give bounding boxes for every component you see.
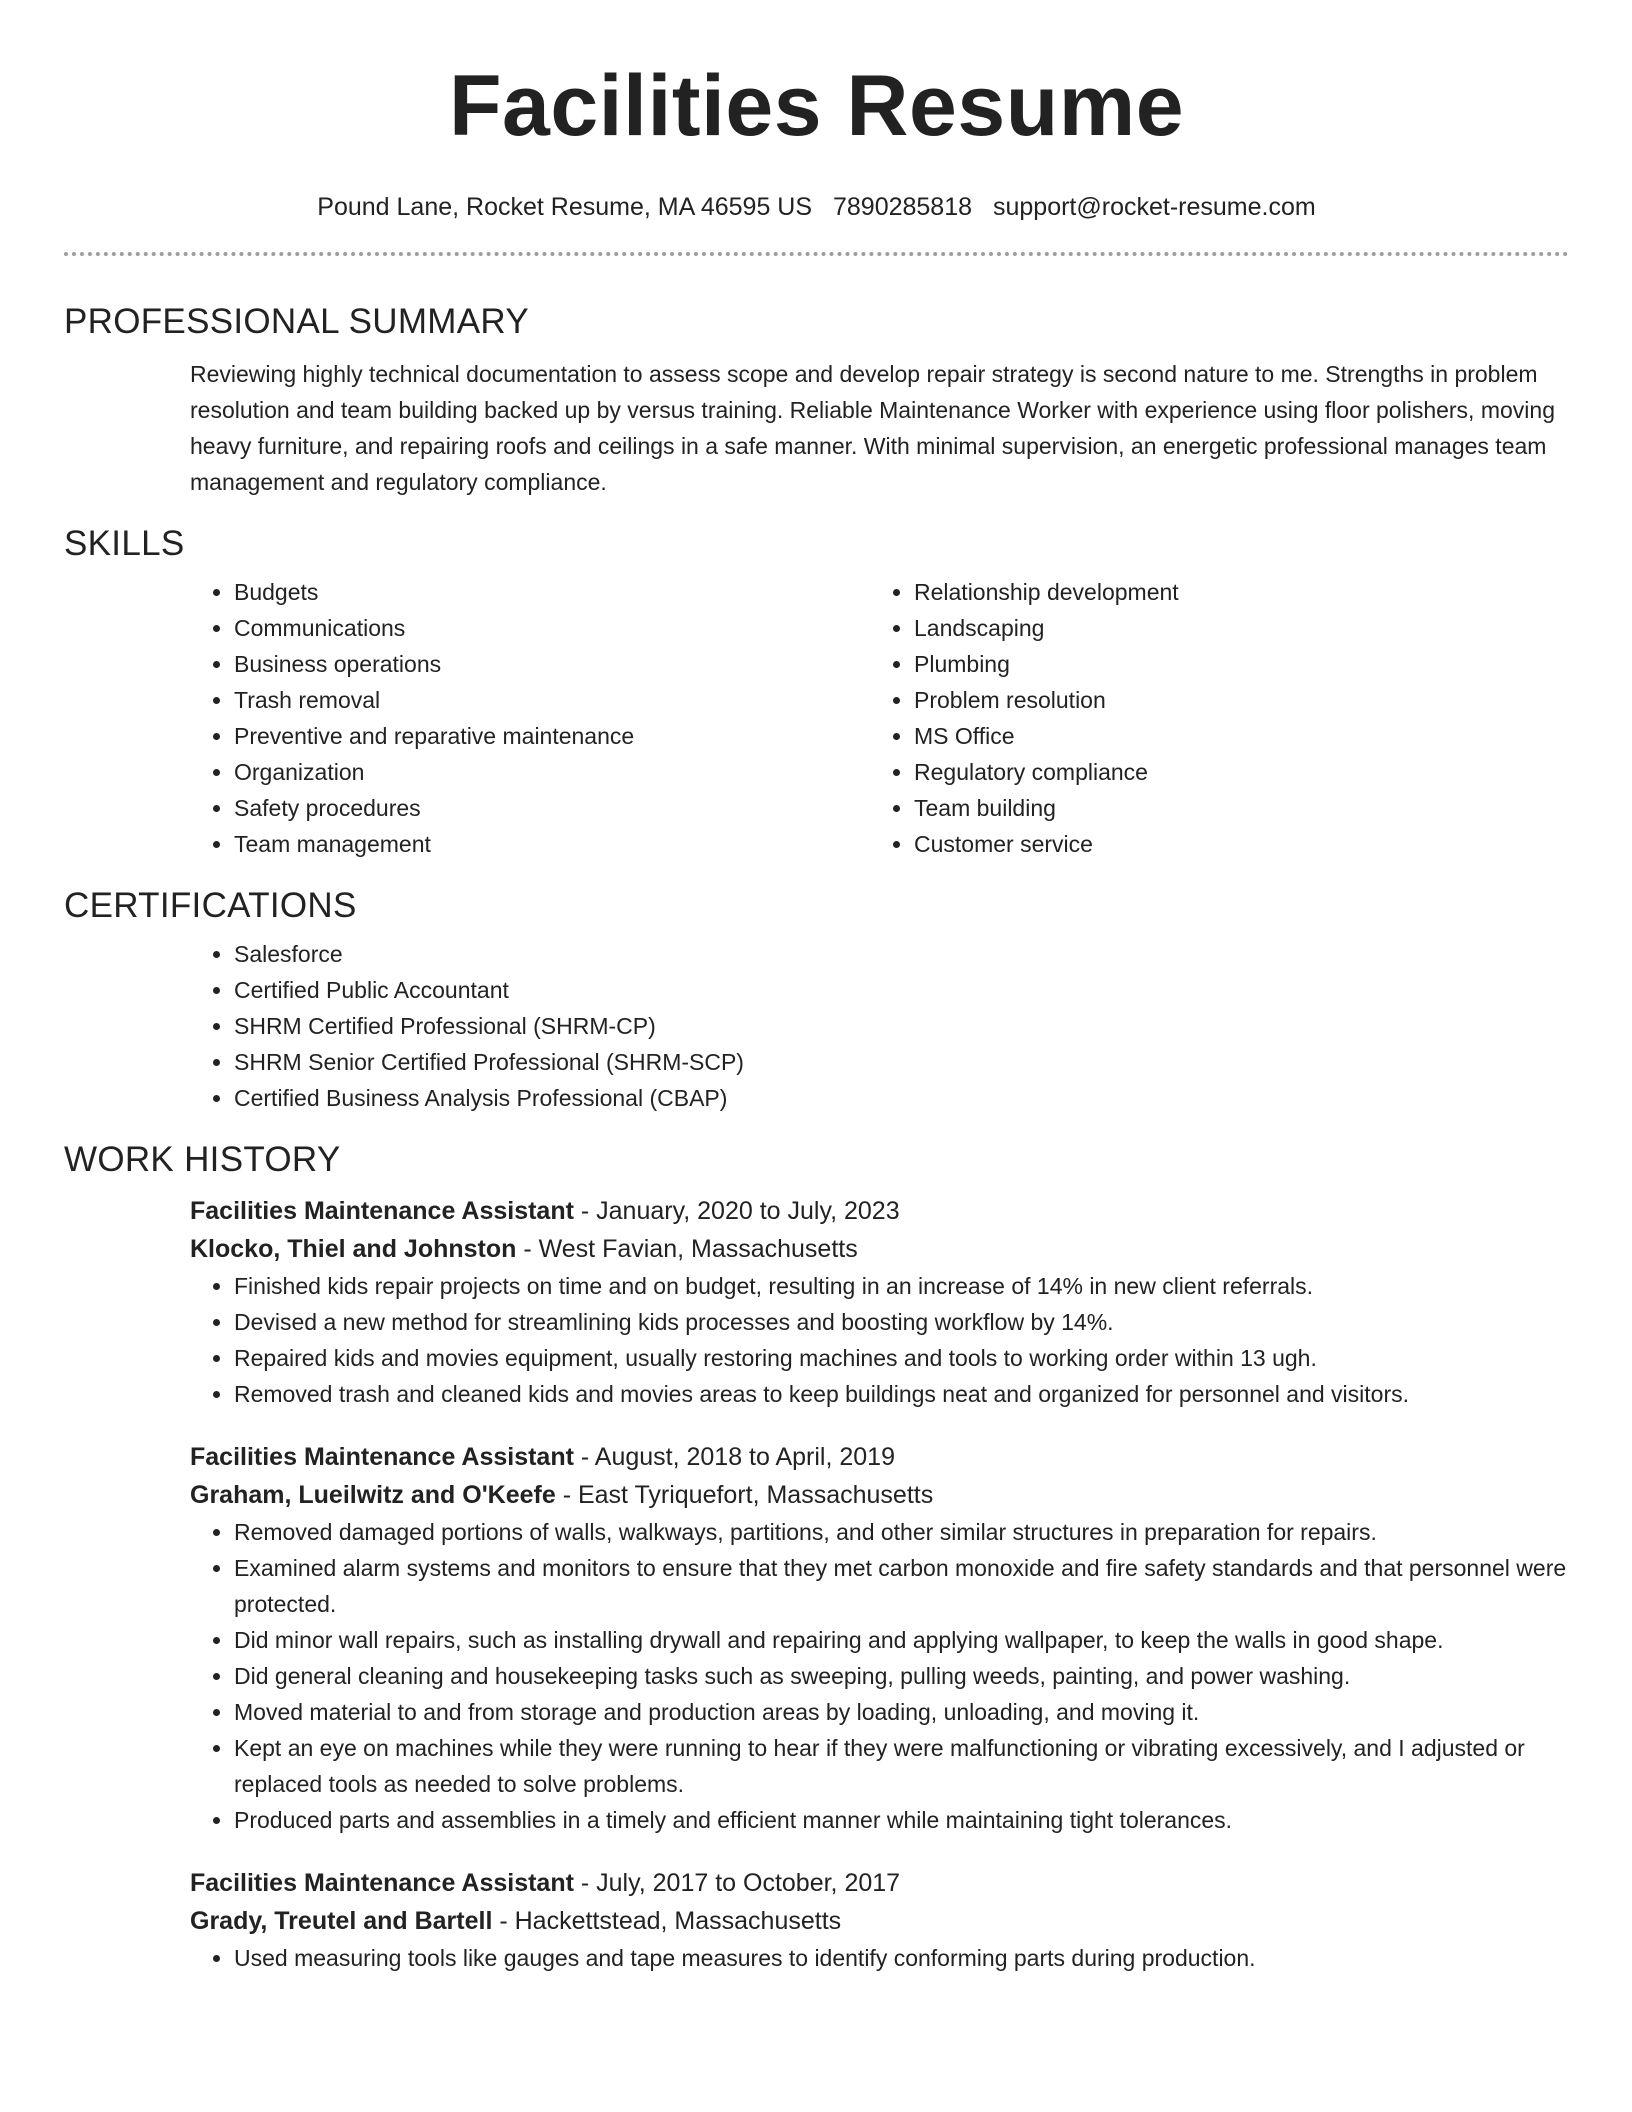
skill-item: • Team building	[914, 790, 1550, 826]
job-location: - Hackettstead, Massachusetts	[492, 1907, 842, 1935]
job-location: - East Tyriquefort, Massachusetts	[555, 1481, 934, 1509]
job-company: Graham, Lueilwitz and O'Keefe	[190, 1481, 556, 1509]
job-bullet: • Moved material to and from storage and production areas by loading, unloading, and moving it.	[234, 1694, 1569, 1730]
skill-item: • Business operations	[234, 646, 870, 682]
work-history-section	[64, 1138, 1569, 1976]
job-bullet: • Kept an eye on machines while they were running to hear if they were malfunctioning or vibrating excessively, and I adjusted or replaced tools as needed to solve problems.	[234, 1730, 1569, 1802]
job-bullet: • Used measuring tools like gauges and tape measures to identify conforming parts during production.	[234, 1940, 1569, 1976]
job-company-line	[190, 1902, 1569, 1940]
skill-item: • Customer service	[914, 826, 1550, 862]
job-company: Klocko, Thiel and Johnston	[190, 1235, 517, 1263]
summary-section	[64, 300, 1569, 500]
skill-item: • Landscaping	[914, 610, 1550, 646]
job-company-line	[190, 1230, 1569, 1268]
certification-item: • Salesforce	[234, 936, 1569, 972]
skill-item: • Preventive and reparative maintenance	[234, 718, 870, 754]
contact-phone: 7890285818	[832, 193, 973, 221]
certifications-section	[64, 884, 1569, 1116]
job-bullets	[190, 1514, 1569, 1838]
job-bullet: • Removed trash and cleaned kids and movies areas to keep buildings neat and organized for personnel and visitors.	[234, 1376, 1569, 1412]
skill-item: • Safety procedures	[234, 790, 870, 826]
job-bullets	[190, 1268, 1569, 1412]
certifications-heading: CERTIFICATIONS	[64, 886, 357, 925]
skills-heading: SKILLS	[64, 524, 185, 563]
job-company: Grady, Treutel and Bartell	[190, 1907, 493, 1935]
job-bullet: • Removed damaged portions of walls, walkways, partitions, and other similar structures in preparation for repairs.	[234, 1514, 1569, 1550]
skill-item: • Problem resolution	[914, 682, 1550, 718]
skill-item: • Regulatory compliance	[914, 754, 1550, 790]
job-bullet: • Devised a new method for streamlining kids processes and boosting workflow by 14%.	[234, 1304, 1569, 1340]
job-entry	[190, 1192, 1569, 1412]
resume-name: Facilities Resume	[448, 58, 1185, 154]
skill-item: • Organization	[234, 754, 870, 790]
job-bullet: • Did general cleaning and housekeeping tasks such as sweeping, pulling weeds, painting, and power washing.	[234, 1658, 1569, 1694]
skill-item: • Trash removal	[234, 682, 870, 718]
job-role: Facilities Maintenance Assistant	[190, 1869, 574, 1897]
skill-item: • Plumbing	[914, 646, 1550, 682]
job-location: - West Favian, Massachusetts	[516, 1235, 858, 1263]
job-title-line	[190, 1438, 1569, 1476]
resume-page	[64, 0, 1569, 2002]
summary-text: Reviewing highly technical documentation to assess scope and develop repair strategy is second nature to me. Strengths in problem resolution and team building backed up by versus training. Reliable Maintenance Worker with experience using floor polishers, moving heavy furniture, and repairing roofs and ceilings in a safe manner. With minimal supervision, an energetic professional manages team management and regulatory compliance.	[190, 361, 1555, 495]
skill-item: • Team management	[234, 826, 870, 862]
job-dates: - August, 2018 to April, 2019	[573, 1443, 895, 1471]
certifications-list	[190, 936, 1569, 1116]
certification-item: • SHRM Senior Certified Professional (SHRM-SCP)	[234, 1044, 1569, 1080]
skill-item: • Budgets	[234, 574, 870, 610]
job-role: Facilities Maintenance Assistant	[190, 1197, 574, 1225]
job-bullet: • Finished kids repair projects on time and on budget, resulting in an increase of 14% in new client referrals.	[234, 1268, 1569, 1304]
job-title-line	[190, 1192, 1569, 1230]
job-bullet: • Repaired kids and movies equipment, usually restoring machines and tools to working order within 13 ugh.	[234, 1340, 1569, 1376]
certification-item: • SHRM Certified Professional (SHRM-CP)	[234, 1008, 1569, 1044]
skill-item: • Relationship development	[914, 574, 1550, 610]
skills-list-left	[190, 574, 870, 862]
job-dates: - January, 2020 to July, 2023	[573, 1197, 900, 1225]
certification-item: • Certified Public Accountant	[234, 972, 1569, 1008]
skill-item: • Communications	[234, 610, 870, 646]
job-company-line	[190, 1476, 1569, 1514]
contact-email: support@rocket-resume.com	[992, 193, 1316, 221]
job-bullet: • Did minor wall repairs, such as installing drywall and repairing and applying wallpaper, to keep the walls in good shape.	[234, 1622, 1569, 1658]
header-divider	[64, 252, 1569, 256]
job-bullet: • Produced parts and assemblies in a timely and efficient manner while maintaining tight tolerances.	[234, 1802, 1569, 1838]
job-bullets	[190, 1940, 1569, 1976]
job-entry	[190, 1864, 1569, 1976]
work-history-heading: WORK HISTORY	[64, 1140, 341, 1179]
skill-item: • MS Office	[914, 718, 1550, 754]
contact-address: Pound Lane, Rocket Resume, MA 46595 US	[317, 193, 813, 221]
skills-section	[64, 522, 1569, 862]
certification-item: • Certified Business Analysis Professional (CBAP)	[234, 1080, 1569, 1116]
job-role: Facilities Maintenance Assistant	[190, 1443, 574, 1471]
skills-list-right	[870, 574, 1550, 862]
job-entry	[190, 1438, 1569, 1838]
job-bullet: • Examined alarm systems and monitors to ensure that they met carbon monoxide and fire safety standards and that personnel were protected.	[234, 1550, 1569, 1622]
summary-heading: PROFESSIONAL SUMMARY	[64, 302, 529, 341]
job-title-line	[190, 1864, 1569, 1902]
contact-line	[64, 192, 1569, 222]
job-dates: - July, 2017 to October, 2017	[573, 1869, 901, 1897]
